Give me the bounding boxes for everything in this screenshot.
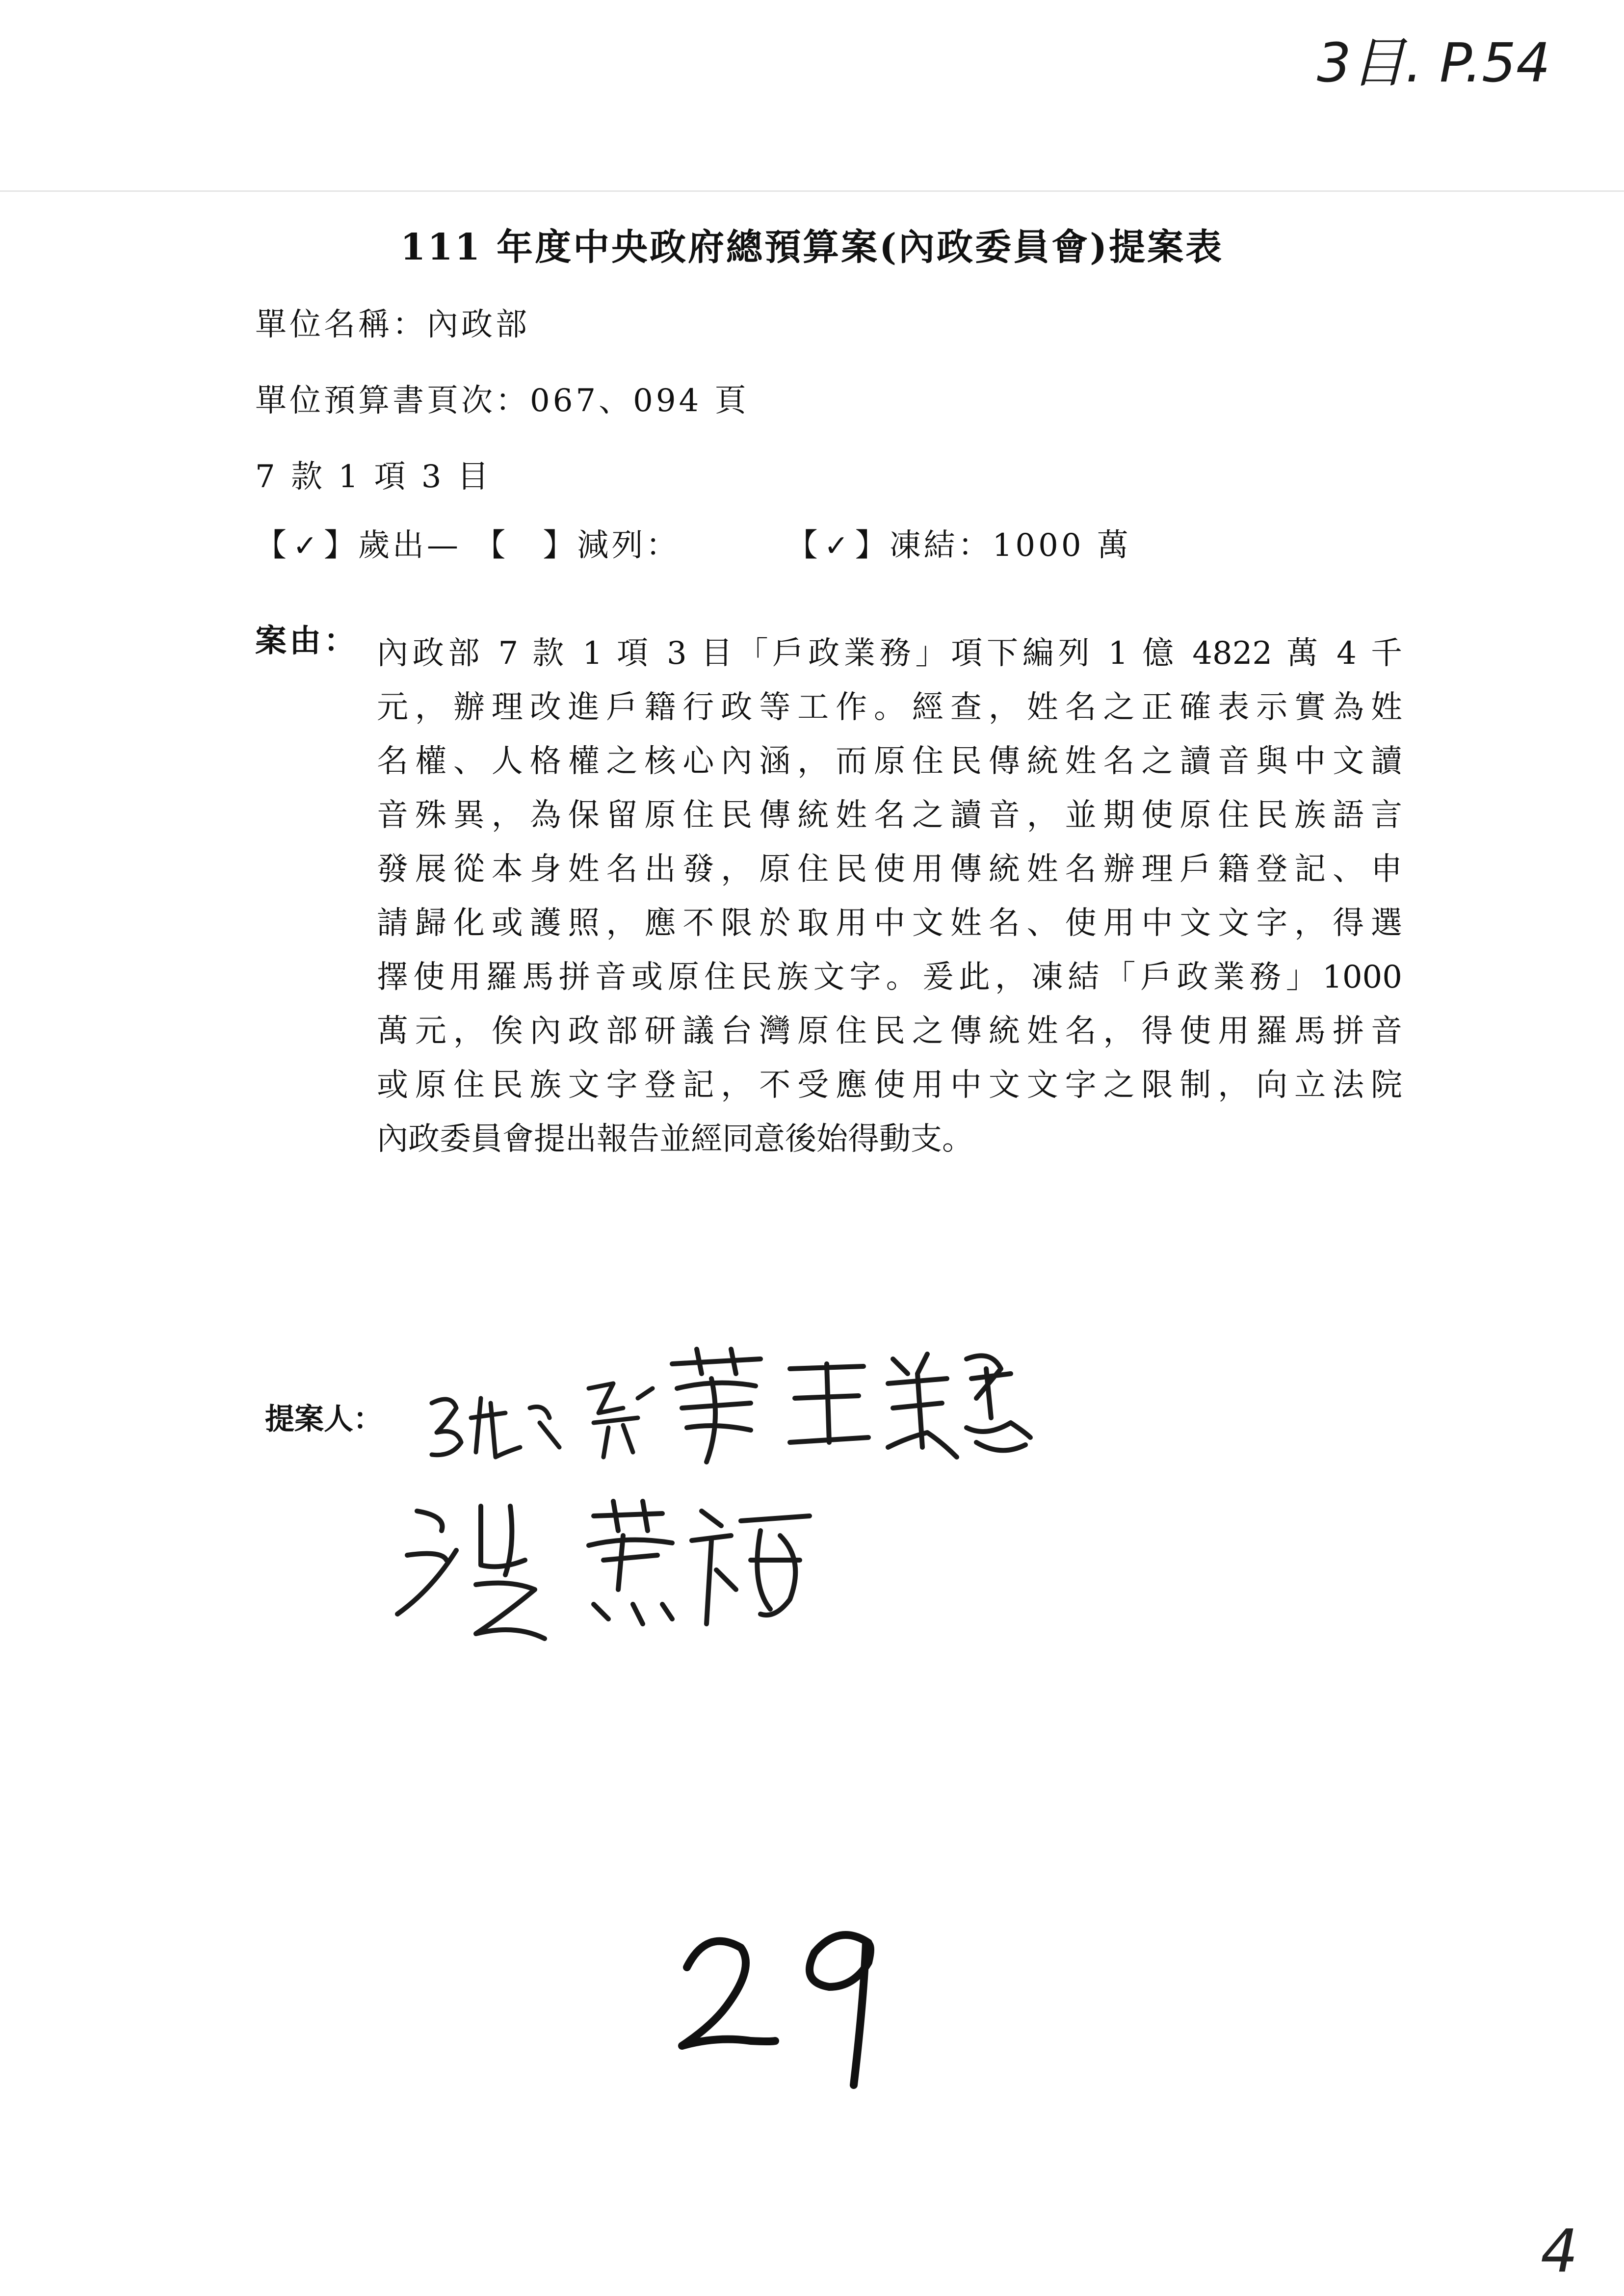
handwritten-number — [677, 1923, 893, 2090]
reason-line: 名權、人格權之核心內涵，而原住民傳統姓名之讀音與中文讀 — [377, 743, 1402, 780]
reduce-option — [474, 520, 680, 565]
signature-4 — [388, 1487, 829, 1653]
proposer-label: 提案人： — [265, 1402, 383, 1436]
reduce-label: 減列： — [577, 527, 681, 564]
signature-1 — [422, 1374, 569, 1472]
reason-line: 或原住民族文字登記，不受應使用中文文字之限制，向立法院 — [377, 1067, 1402, 1103]
check-mark-icon: ✓ — [824, 529, 852, 563]
reason-line: 發展從本身姓名出發，原住民使用傳統姓名辦理戶籍登記、申 — [377, 851, 1402, 887]
scan-artifact-line — [0, 190, 1624, 192]
signature-1b — [579, 1369, 662, 1467]
number-text: 29 — [677, 1923, 678, 1924]
bracket-open: 【 — [474, 527, 509, 564]
budget-pages: 單位預算書頁次：067、094 頁 — [255, 383, 749, 419]
reason-text — [377, 616, 1402, 1177]
freeze-label: 凍結：1000 萬 — [889, 527, 1131, 564]
bracket-close: 】 — [324, 527, 358, 564]
freeze-option — [786, 520, 1131, 565]
item-reference: 7 款 1 項 3 目 — [255, 459, 492, 495]
page-title: 111 年度中央政府總預算案(內政委員會)提案表 — [400, 226, 1224, 268]
bracket-open: 【 — [255, 527, 289, 564]
reason-line: 音殊異，為保留原住民傳統姓名之讀音，並期使原住民族語言 — [377, 797, 1402, 834]
signature-2 — [653, 1344, 780, 1472]
signature-3 — [780, 1339, 1035, 1467]
page-number: 4 — [1541, 2218, 1578, 2286]
reason-line: 請歸化或護照，應不限於取用中文姓名、使用中文文字，得選 — [377, 905, 1402, 941]
check-mark-icon: ✓ — [292, 529, 321, 563]
option-row — [255, 520, 1131, 565]
handwritten-corner-note: 3目. P.54 — [1316, 31, 1550, 94]
reason-line: 元，辦理改進戶籍行政等工作。經查，姓名之正確表示實為姓 — [377, 689, 1402, 726]
reason-line: 內政委員會提出報告並經同意後始得動支。 — [377, 1121, 973, 1157]
bracket-open: 【 — [786, 527, 821, 564]
unit-name: 單位名稱：內政部 — [255, 307, 530, 343]
reason-line: 萬元，俟內政部研議台灣原住民之傳統姓名，得使用羅馬拼音 — [377, 1013, 1402, 1049]
reason-line: 內政部 7 款 1 項 3 目「戶政業務」項下編列 1 億 4822 萬 4 千 — [377, 635, 1402, 672]
expenditure-label: 歲出— — [358, 527, 461, 564]
bracket-close: 】 — [855, 527, 890, 564]
reason-line: 擇使用羅馬拼音或原住民族文字。爰此，凍結「戶政業務」1000 — [377, 959, 1402, 995]
expenditure-option — [255, 520, 461, 565]
bracket-close: 】 — [543, 527, 577, 564]
reason-label: 案由： — [255, 623, 358, 659]
